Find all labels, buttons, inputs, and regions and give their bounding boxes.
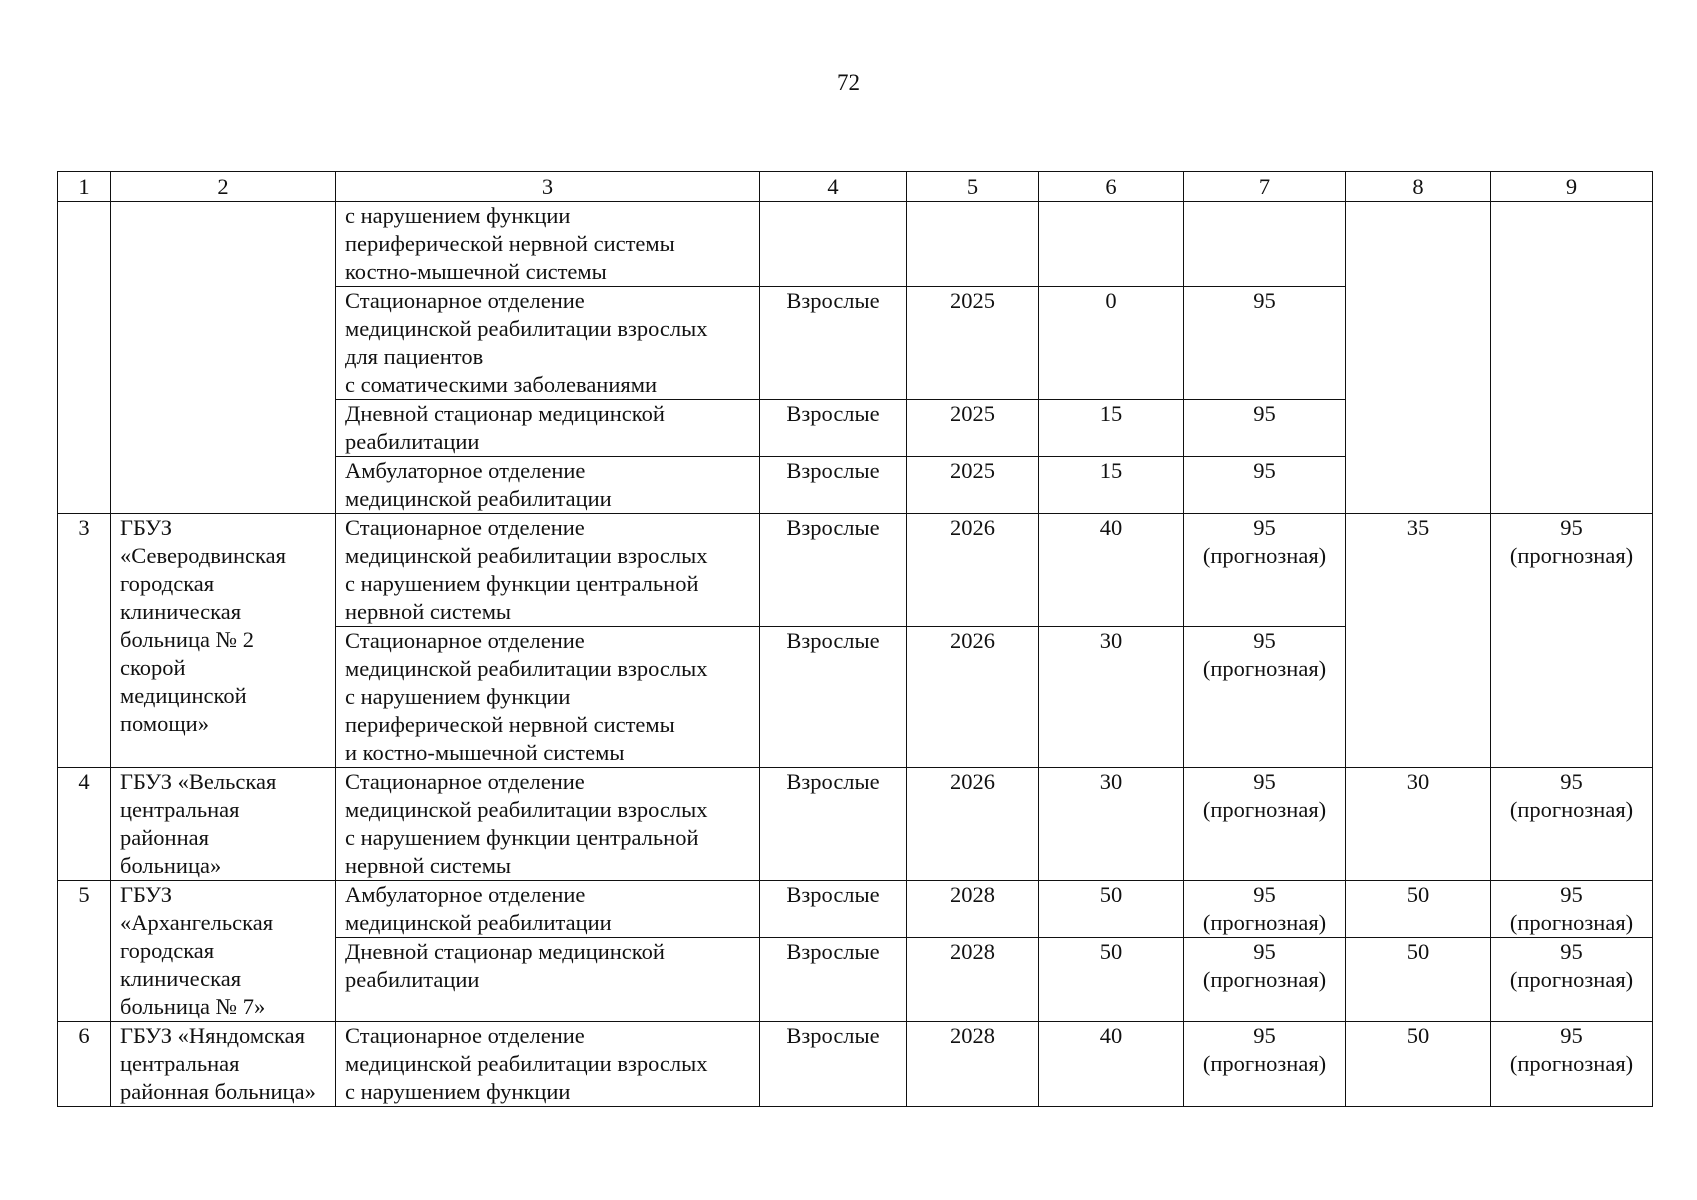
value-cell: 95 bbox=[1184, 400, 1346, 457]
department-cell: Амбулаторное отделение медицинской реабилитации bbox=[336, 457, 760, 514]
table-row bbox=[58, 881, 1653, 938]
age-group-cell: Взрослые bbox=[760, 514, 907, 627]
age-group-cell: Взрослые bbox=[760, 627, 907, 768]
year-cell: 2025 bbox=[907, 400, 1039, 457]
beds-cell: 50 bbox=[1039, 881, 1184, 938]
beds-cell: 50 bbox=[1039, 938, 1184, 1022]
page-number: 72 bbox=[837, 70, 860, 95]
value-cell: 95 bbox=[1184, 457, 1346, 514]
header-cell: 1 bbox=[58, 172, 111, 202]
department-cell: Стационарное отделение медицинской реабилитации взрослых с нарушением функции периферической нервной системы и костно-мышечной системы bbox=[336, 627, 760, 768]
total-beds-cell: 35 bbox=[1346, 514, 1491, 768]
value-cell bbox=[1184, 202, 1346, 287]
row-number-cell: 6 bbox=[58, 1022, 111, 1107]
organization-cell: ГБУЗ «Архангельская городская клиническая больница № 7» bbox=[111, 881, 336, 1022]
beds-cell: 15 bbox=[1039, 400, 1184, 457]
total-value-cell: 95 (прогнозная) bbox=[1491, 1022, 1653, 1107]
total-value-cell: 95 (прогнозная) bbox=[1491, 938, 1653, 1022]
organization-cell: ГБУЗ «Няндомская центральная районная больница» bbox=[111, 1022, 336, 1107]
beds-cell bbox=[1039, 202, 1184, 287]
value-cell: 95 (прогнозная) bbox=[1184, 768, 1346, 881]
row-number-cell: 4 bbox=[58, 768, 111, 881]
table-row bbox=[58, 1022, 1653, 1107]
department-cell: Амбулаторное отделение медицинской реабилитации bbox=[336, 881, 760, 938]
value-cell: 95 (прогнозная) bbox=[1184, 514, 1346, 627]
age-group-cell bbox=[760, 202, 907, 287]
header-cell: 6 bbox=[1039, 172, 1184, 202]
value-cell: 95 (прогнозная) bbox=[1184, 627, 1346, 768]
row-number-cell: 5 bbox=[58, 881, 111, 1022]
age-group-cell: Взрослые bbox=[760, 400, 907, 457]
department-cell: с нарушением функции периферической нервной системы костно-мышечной системы bbox=[336, 202, 760, 287]
beds-cell: 0 bbox=[1039, 287, 1184, 400]
year-cell: 2026 bbox=[907, 627, 1039, 768]
header-cell: 9 bbox=[1491, 172, 1653, 202]
department-cell: Стационарное отделение медицинской реабилитации взрослых с нарушением функции центральной нервной системы bbox=[336, 768, 760, 881]
total-beds-cell: 50 bbox=[1346, 1022, 1491, 1107]
year-cell: 2028 bbox=[907, 1022, 1039, 1107]
total-beds-cell: 50 bbox=[1346, 881, 1491, 938]
facilities-table bbox=[57, 171, 1653, 1107]
beds-cell: 30 bbox=[1039, 627, 1184, 768]
year-cell: 2026 bbox=[907, 514, 1039, 627]
year-cell: 2025 bbox=[907, 287, 1039, 400]
department-cell: Стационарное отделение медицинской реабилитации взрослых с нарушением функции центральной нервной системы bbox=[336, 514, 760, 627]
year-cell: 2025 bbox=[907, 457, 1039, 514]
age-group-cell: Взрослые bbox=[760, 1022, 907, 1107]
department-cell: Дневной стационар медицинской реабилитации bbox=[336, 400, 760, 457]
beds-cell: 30 bbox=[1039, 768, 1184, 881]
year-cell: 2028 bbox=[907, 938, 1039, 1022]
year-cell: 2028 bbox=[907, 881, 1039, 938]
total-beds-cell bbox=[1346, 202, 1491, 514]
department-cell: Стационарное отделение медицинской реабилитации взрослых для пациентов с соматическими заболеваниями bbox=[336, 287, 760, 400]
row-number-cell bbox=[58, 202, 111, 514]
table-header-row bbox=[58, 172, 1653, 202]
value-cell: 95 (прогнозная) bbox=[1184, 938, 1346, 1022]
table-row bbox=[58, 768, 1653, 881]
beds-cell: 15 bbox=[1039, 457, 1184, 514]
organization-cell: ГБУЗ «Северодвинская городская клиническая больница № 2 скорой медицинской помощи» bbox=[111, 514, 336, 768]
department-cell: Стационарное отделение медицинской реабилитации взрослых с нарушением функции bbox=[336, 1022, 760, 1107]
total-value-cell: 95 (прогнозная) bbox=[1491, 881, 1653, 938]
organization-cell: ГБУЗ «Вельская центральная районная больница» bbox=[111, 768, 336, 881]
header-cell: 3 bbox=[336, 172, 760, 202]
value-cell: 95 bbox=[1184, 287, 1346, 400]
table-row bbox=[58, 514, 1653, 627]
age-group-cell: Взрослые bbox=[760, 287, 907, 400]
total-value-cell bbox=[1491, 202, 1653, 514]
table-row bbox=[58, 202, 1653, 287]
header-cell: 4 bbox=[760, 172, 907, 202]
total-beds-cell: 30 bbox=[1346, 768, 1491, 881]
header-cell: 5 bbox=[907, 172, 1039, 202]
year-cell: 2026 bbox=[907, 768, 1039, 881]
age-group-cell: Взрослые bbox=[760, 457, 907, 514]
total-beds-cell: 50 bbox=[1346, 938, 1491, 1022]
beds-cell: 40 bbox=[1039, 1022, 1184, 1107]
total-value-cell: 95 (прогнозная) bbox=[1491, 768, 1653, 881]
value-cell: 95 (прогнозная) bbox=[1184, 1022, 1346, 1107]
value-cell: 95 (прогнозная) bbox=[1184, 881, 1346, 938]
header-cell: 8 bbox=[1346, 172, 1491, 202]
beds-cell: 40 bbox=[1039, 514, 1184, 627]
header-cell: 7 bbox=[1184, 172, 1346, 202]
header-cell: 2 bbox=[111, 172, 336, 202]
year-cell bbox=[907, 202, 1039, 287]
age-group-cell: Взрослые bbox=[760, 768, 907, 881]
age-group-cell: Взрослые bbox=[760, 881, 907, 938]
department-cell: Дневной стационар медицинской реабилитации bbox=[336, 938, 760, 1022]
row-number-cell: 3 bbox=[58, 514, 111, 768]
age-group-cell: Взрослые bbox=[760, 938, 907, 1022]
organization-cell bbox=[111, 202, 336, 514]
total-value-cell: 95 (прогнозная) bbox=[1491, 514, 1653, 768]
